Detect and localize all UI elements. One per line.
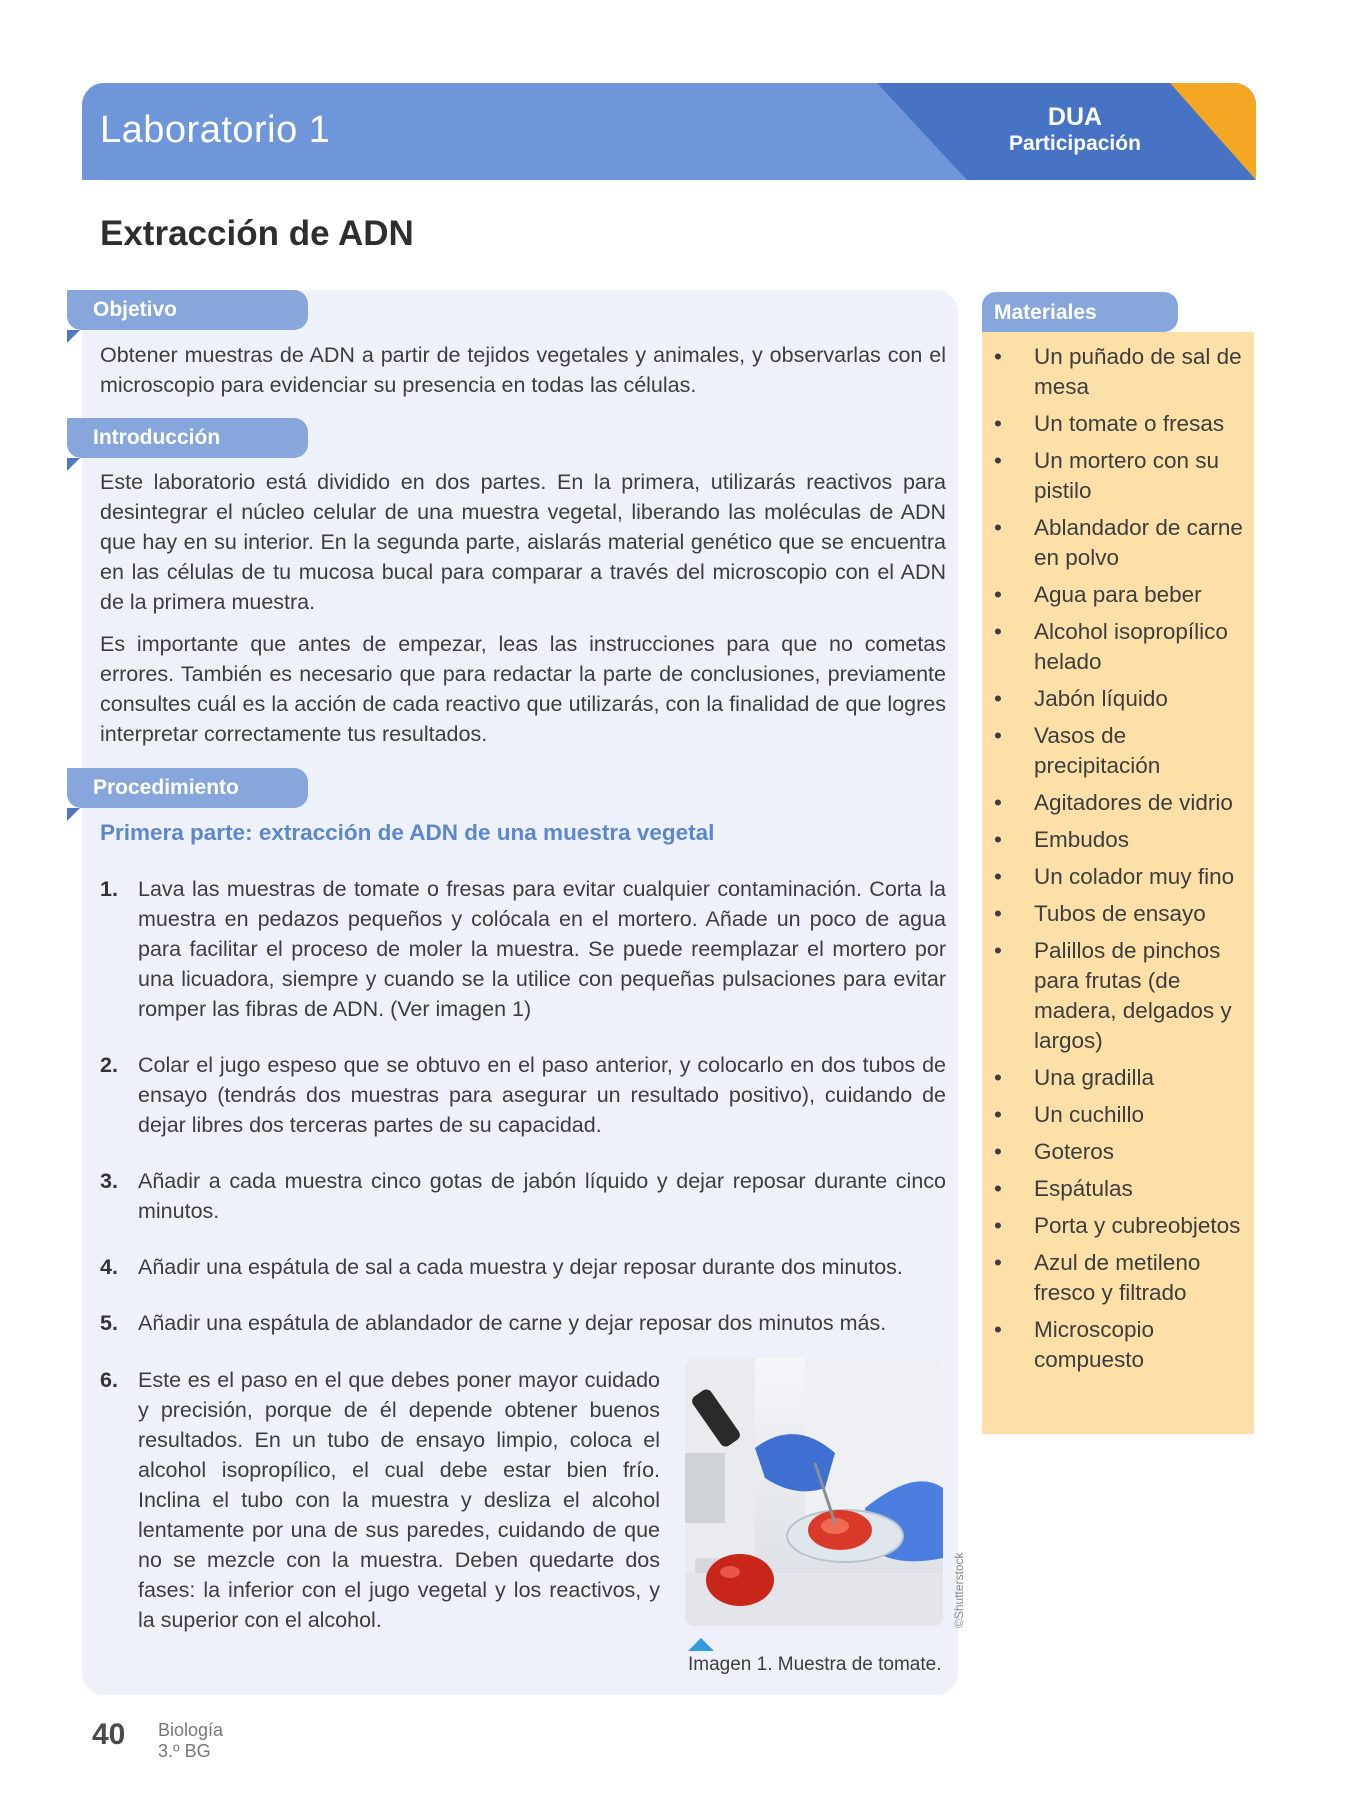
- step-number: 2.: [100, 1053, 118, 1077]
- list-item: • Jabón líquido: [982, 684, 1254, 714]
- dua-sublabel: Participación: [1009, 132, 1141, 155]
- caption-arrow-icon: [688, 1638, 714, 1651]
- page-number: 40: [92, 1718, 126, 1751]
- list-item: • Espátulas: [982, 1174, 1254, 1204]
- list-item: • Goteros: [982, 1137, 1254, 1167]
- step-text: Añadir una espátula de sal a cada muestra y dejar reposar durante dos minutos.: [138, 1255, 903, 1279]
- step-text: Este es el paso en el que debes poner mayor cuidado y precisión, porque de él depende obtener buenos resultados. En un tubo de ensayo limpio, coloca el alcohol isopropílico, el cual debe estar bien frío. Inclina el tubo con la muestra y desliza el alcohol lentamente por una de sus paredes, cuidando de que no se mezcle con la muestra. Deben quedarte dos fases: la inferior con el jugo vegetal y los reactivos, y la superior con el alcohol.: [138, 1368, 660, 1632]
- procedimiento-tab: Procedimiento: [67, 768, 308, 808]
- page-title: Extracción de ADN: [100, 214, 414, 253]
- step-text: Lava las muestras de tomate o fresas para evitar cualquier contaminación. Corta la muestra en pedazos pequeños y colócala en el mortero. Añade un poco de agua para facilitar el proceso de moler la muestra. Se puede reemplazar el mortero por una licuadora, siempre y cuando se la utilice con pequeñas pulsaciones para evitar romper las fibras de ADN. (Ver imagen 1): [138, 877, 946, 1021]
- step-3: [100, 1166, 946, 1226]
- list-item: • Tubos de ensayo: [982, 899, 1254, 929]
- list-item: • Embudos: [982, 825, 1254, 855]
- objetivo-tab: Objetivo: [67, 290, 308, 330]
- image-caption: Imagen 1. Muestra de tomate.: [688, 1654, 942, 1675]
- tomato-sample-photo: [685, 1358, 943, 1626]
- step-4: [100, 1252, 946, 1282]
- step-1: [100, 874, 946, 1024]
- dua-label: DUA: [1047, 103, 1103, 131]
- step-number: 3.: [100, 1169, 118, 1193]
- list-item: • Un puñado de sal de mesa: [982, 342, 1254, 402]
- step-2: [100, 1050, 946, 1140]
- dua-badge: [995, 103, 1155, 157]
- lab-title: Laboratorio 1: [100, 109, 331, 151]
- procedimiento-subtitle: Primera parte: extracción de ADN de una muestra vegetal: [100, 820, 715, 845]
- materiales-tab: Materiales: [982, 292, 1178, 332]
- step-number: 1.: [100, 877, 118, 901]
- materiales-box: [982, 332, 1254, 1434]
- step-5: [100, 1308, 946, 1338]
- step-number: 5.: [100, 1311, 118, 1335]
- step-text: Colar el jugo espeso que se obtuvo en el paso anterior, y colocarlo en dos tubos de ensayo (tendrás dos muestras para asegurar un resultado positivo), cuidando de dejar libres dos terceras partes de su capacidad.: [138, 1053, 946, 1137]
- list-item: • Vasos de precipitación: [982, 721, 1254, 781]
- step-number: 6.: [100, 1368, 118, 1392]
- list-item: • Microscopio compuesto: [982, 1315, 1254, 1375]
- list-item: • Agua para beber: [982, 580, 1254, 610]
- step-text: Añadir a cada muestra cinco gotas de jabón líquido y dejar reposar durante cinco minutos.: [138, 1169, 946, 1223]
- materiales-list: [982, 332, 1254, 1375]
- list-item: • Ablandador de carne en polvo: [982, 513, 1254, 573]
- list-item: • Alcohol isopropílico helado: [982, 617, 1254, 677]
- list-item: • Porta y cubreobjetos: [982, 1211, 1254, 1241]
- footer-subject: Biología: [158, 1720, 224, 1740]
- list-item: • Agitadores de vidrio: [982, 788, 1254, 818]
- list-item: • Azul de metileno fresco y filtrado: [982, 1248, 1254, 1308]
- objetivo-text: Obtener muestras de ADN a partir de tejidos vegetales y animales, y observarlas con el microscopio para evidenciar su presencia en todas las células.: [100, 343, 946, 397]
- step-text: Añadir una espátula de ablandador de carne y dejar reposar dos minutos más.: [138, 1311, 887, 1335]
- list-item: • Un cuchillo: [982, 1100, 1254, 1130]
- list-item: • Un colador muy fino: [982, 862, 1254, 892]
- introduccion-tab: Introducción: [67, 418, 308, 458]
- list-item: • Un tomate o fresas: [982, 409, 1254, 439]
- list-item: • Una gradilla: [982, 1063, 1254, 1093]
- step-6: [100, 1365, 660, 1635]
- introduccion-paragraph-1: Este laboratorio está dividido en dos partes. En la primera, utilizarás reactivos para desintegrar el núcleo celular de una muestra vegetal, liberando las moléculas de ADN que hay en su interior. En la segunda parte, aislarás material genético que se encuentra en las células de tu mucosa bucal para comparar a través del microscopio con el ADN de la primera muestra.: [100, 470, 946, 614]
- header-banner: [82, 83, 1256, 180]
- photo-credit: ©Shutterstock: [952, 1552, 966, 1628]
- introduccion-paragraph-2: Es importante que antes de empezar, leas las instrucciones para que no cometas errores. También es necesario que para redactar la parte de conclusiones, previamente consultes cuál es la acción de cada reactivo que utilizarás, con la finalidad de que logres interpretar correctamente tus resultados.: [100, 632, 946, 746]
- list-item: • Palillos de pinchos para frutas (de madera, delgados y largos): [982, 936, 1254, 1056]
- list-item: • Un mortero con su pistilo: [982, 446, 1254, 506]
- footer-grade: 3.º BG: [158, 1741, 211, 1761]
- step-number: 4.: [100, 1255, 118, 1279]
